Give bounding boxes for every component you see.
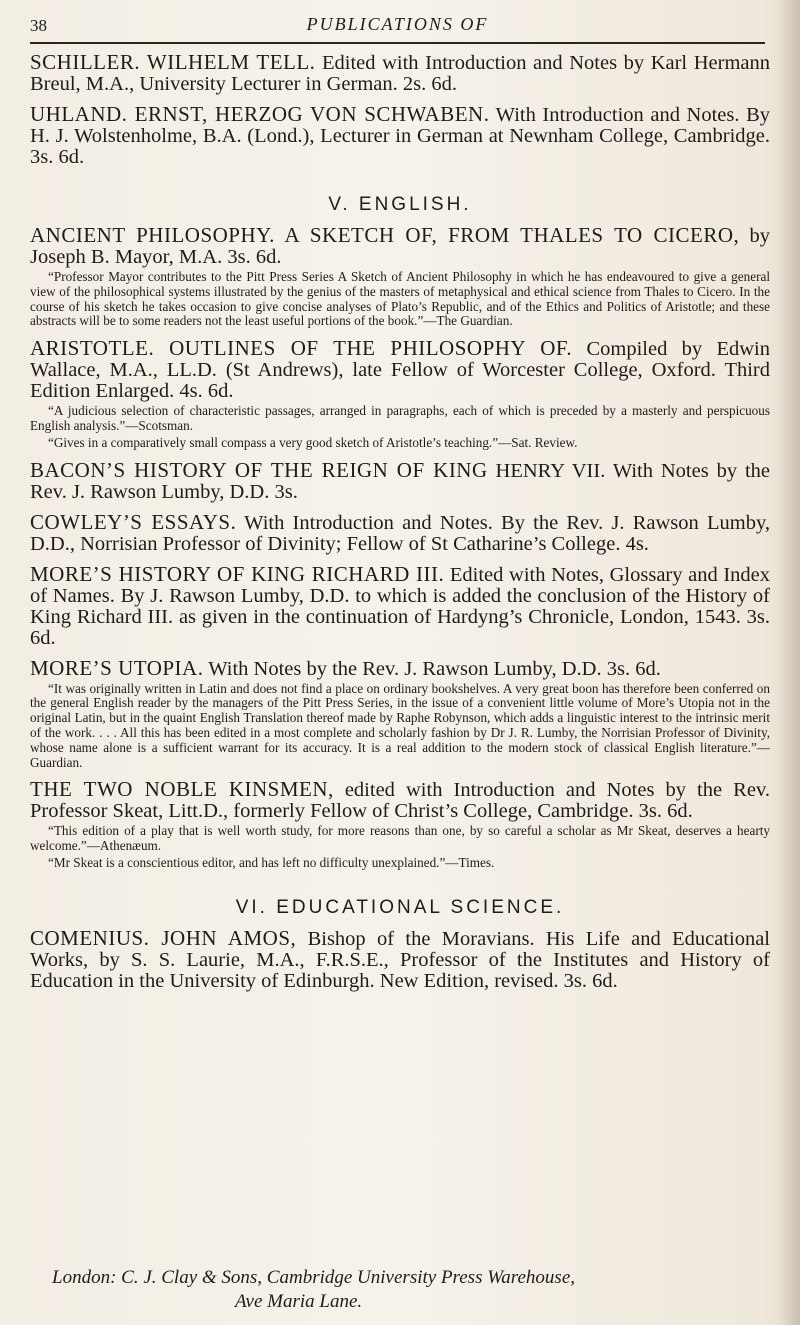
review-quote: “Gives in a comparatively small compass a very good sketch of Aristotle’s teaching.”—Sat. Review.	[48, 434, 578, 450]
imprint-line: Ave Maria Lane.	[235, 1291, 363, 1312]
review-quote: “This edition of a play that is well worth study, for more reasons than one, by so careful a scholar as Mr Skeat, deserves a hearty welcome.”—Athenæum.	[30, 823, 770, 854]
entry-headword: COMENIUS. JOHN AMOS,	[30, 925, 297, 950]
review-quote: “It was originally written in Latin and does not find a place on ordinary bookshelves. A very great boon has therefore been conferred on the general English reader by the managers of the Pitt Press Series, in the issue of a convenient little volume of More’s Utopia not in the original Latin, but in the quaint English Translation thereof made by Raphe Robynson, which adds a linguistic interest to the intrinsic merit of the work. . . . All this has been edited in a most complete and scholarly fashion by Dr J. R. Lumby, the Norrisian Professor of Divinity, whose name alone is a sufficient warrant for its accuracy. It is a real addition to the modern stock of classical English literature.”—Guardian.	[30, 680, 770, 770]
entry-text: by Joseph B. Mayor, M.A. 3s. 6d.	[30, 225, 770, 268]
entry-more-utopia	[30, 655, 770, 771]
entry-text: Edited with Introduction and Notes by Karl Hermann Breul, M.A., University Lecturer in German. 2s. 6d.	[30, 52, 770, 95]
review-quote: “Professor Mayor contributes to the Pitt Press Series A Sketch of Ancient Philosophy in which he has endeavoured to give a general view of the philosophical systems illustrated by the genius of the masters of metaphysical and ethical science from Thales to Cicero. In the course of his sketch he takes occasion to give concise analyses of Plato’s Republic, and of the Ethics and Politics of Aristotle; and these abstracts will be to some readers not the least useful portions of the book.”—The Guardian.	[30, 269, 770, 329]
entry-schiller	[30, 52, 770, 95]
entry-text: Edited with Notes, Glossary and Index of Names. By J. Rawson Lumby, D.D. to which is added the conclusion of the History of King Richard III. as given in the continuation of Hardyng’s Chronicle, London, 1543. 3s. 6d.	[30, 563, 770, 649]
publisher-imprint	[30, 1266, 770, 1314]
entry-text: HENRY VII. With Notes by the Rev. J. Rawson Lumby, D.D. 3s.	[30, 459, 770, 503]
entry-headword: COWLEY’S ESSAYS.	[30, 509, 237, 534]
page-number: 38	[30, 16, 47, 35]
entry-cowley-essays	[30, 509, 771, 555]
section-heading-english: V. ENGLISH.	[328, 194, 472, 215]
entry-text: With Introduction and Notes. By the Rev. J. Rawson Lumby, D.D., Norrisian Professor of Divinity; Fellow of St Catharine’s College. 4s.	[30, 511, 771, 555]
entry-headword: SCHILLER. WILHELM TELL.	[30, 50, 316, 74]
entry-text: Compiled by Edwin Wallace, M.A., LL.D. (St Andrews), late Fellow of Worcester College, Oxford. Third Edition Enlarged. 4s. 6d.	[30, 338, 770, 403]
review-quote: “A judicious selection of characteristic passages, arranged in paragraphs, each of which is preceded by a masterly and perspicuous English analysis.”—Scotsman.	[30, 403, 770, 433]
page-edge-shadow	[778, 0, 800, 1325]
entry-headword: UHLAND. ERNST, HERZOG VON SCHWABEN.	[30, 102, 490, 126]
entry-more-richard-iii	[30, 561, 770, 649]
entry-ancient-philosophy	[30, 225, 770, 329]
entry-uhland	[30, 104, 770, 168]
review-quote: “Mr Skeat is a conscientious editor, and has left no difficulty unexplained.”—Times.	[48, 854, 495, 870]
entry-aristotle	[30, 338, 770, 450]
entry-two-noble-kinsmen	[30, 779, 770, 870]
header-rule	[30, 42, 765, 44]
imprint-line: London: C. J. Clay & Sons, Cambridge University Press Warehouse,	[52, 1267, 576, 1288]
entry-comenius	[30, 925, 770, 992]
entry-text: Bishop of the Moravians. His Life and Educational Works, by S. S. Laurie, M.A., F.R.S.E., Professor of the Institutes and History of Education in the University of Edinburgh. New Edition, revised. 3s. 6d.	[30, 927, 770, 992]
entry-headword: THE TWO NOBLE KINSMEN,	[30, 777, 334, 802]
running-title: PUBLICATIONS OF	[306, 14, 489, 34]
entry-headword: BACON’S HISTORY OF THE REIGN OF KING	[30, 457, 488, 482]
section-heading-educational-science: VI. EDUCATIONAL SCIENCE.	[235, 896, 565, 918]
page-body	[30, 52, 770, 992]
entry-text: With Notes by the Rev. J. Rawson Lumby, D.D. 3s. 6d.	[203, 657, 661, 680]
page-header	[30, 14, 765, 44]
entry-text: edited with Introduction and Notes by the Rev. Professor Skeat, Litt.D., formerly Fellow of Christ’s College, Cambridge. 3s. 6d.	[30, 779, 770, 823]
entry-headword: MORE’S HISTORY OF KING RICHARD III.	[30, 561, 445, 586]
entry-headword: ARISTOTLE. OUTLINES OF THE PHILOSOPHY OF.	[30, 336, 573, 361]
entry-headword: ANCIENT PHILOSOPHY. A SKETCH OF, FROM THALES TO CICERO,	[30, 223, 740, 247]
entry-bacon-henry-vii	[30, 457, 770, 503]
entry-headword: MORE’S UTOPIA.	[30, 655, 204, 680]
entry-text: With Introduction and Notes. By H. J. Wolstenholme, B.A. (Lond.), Lecturer in German at Newnham College, Cambridge. 3s. 6d.	[30, 104, 770, 168]
